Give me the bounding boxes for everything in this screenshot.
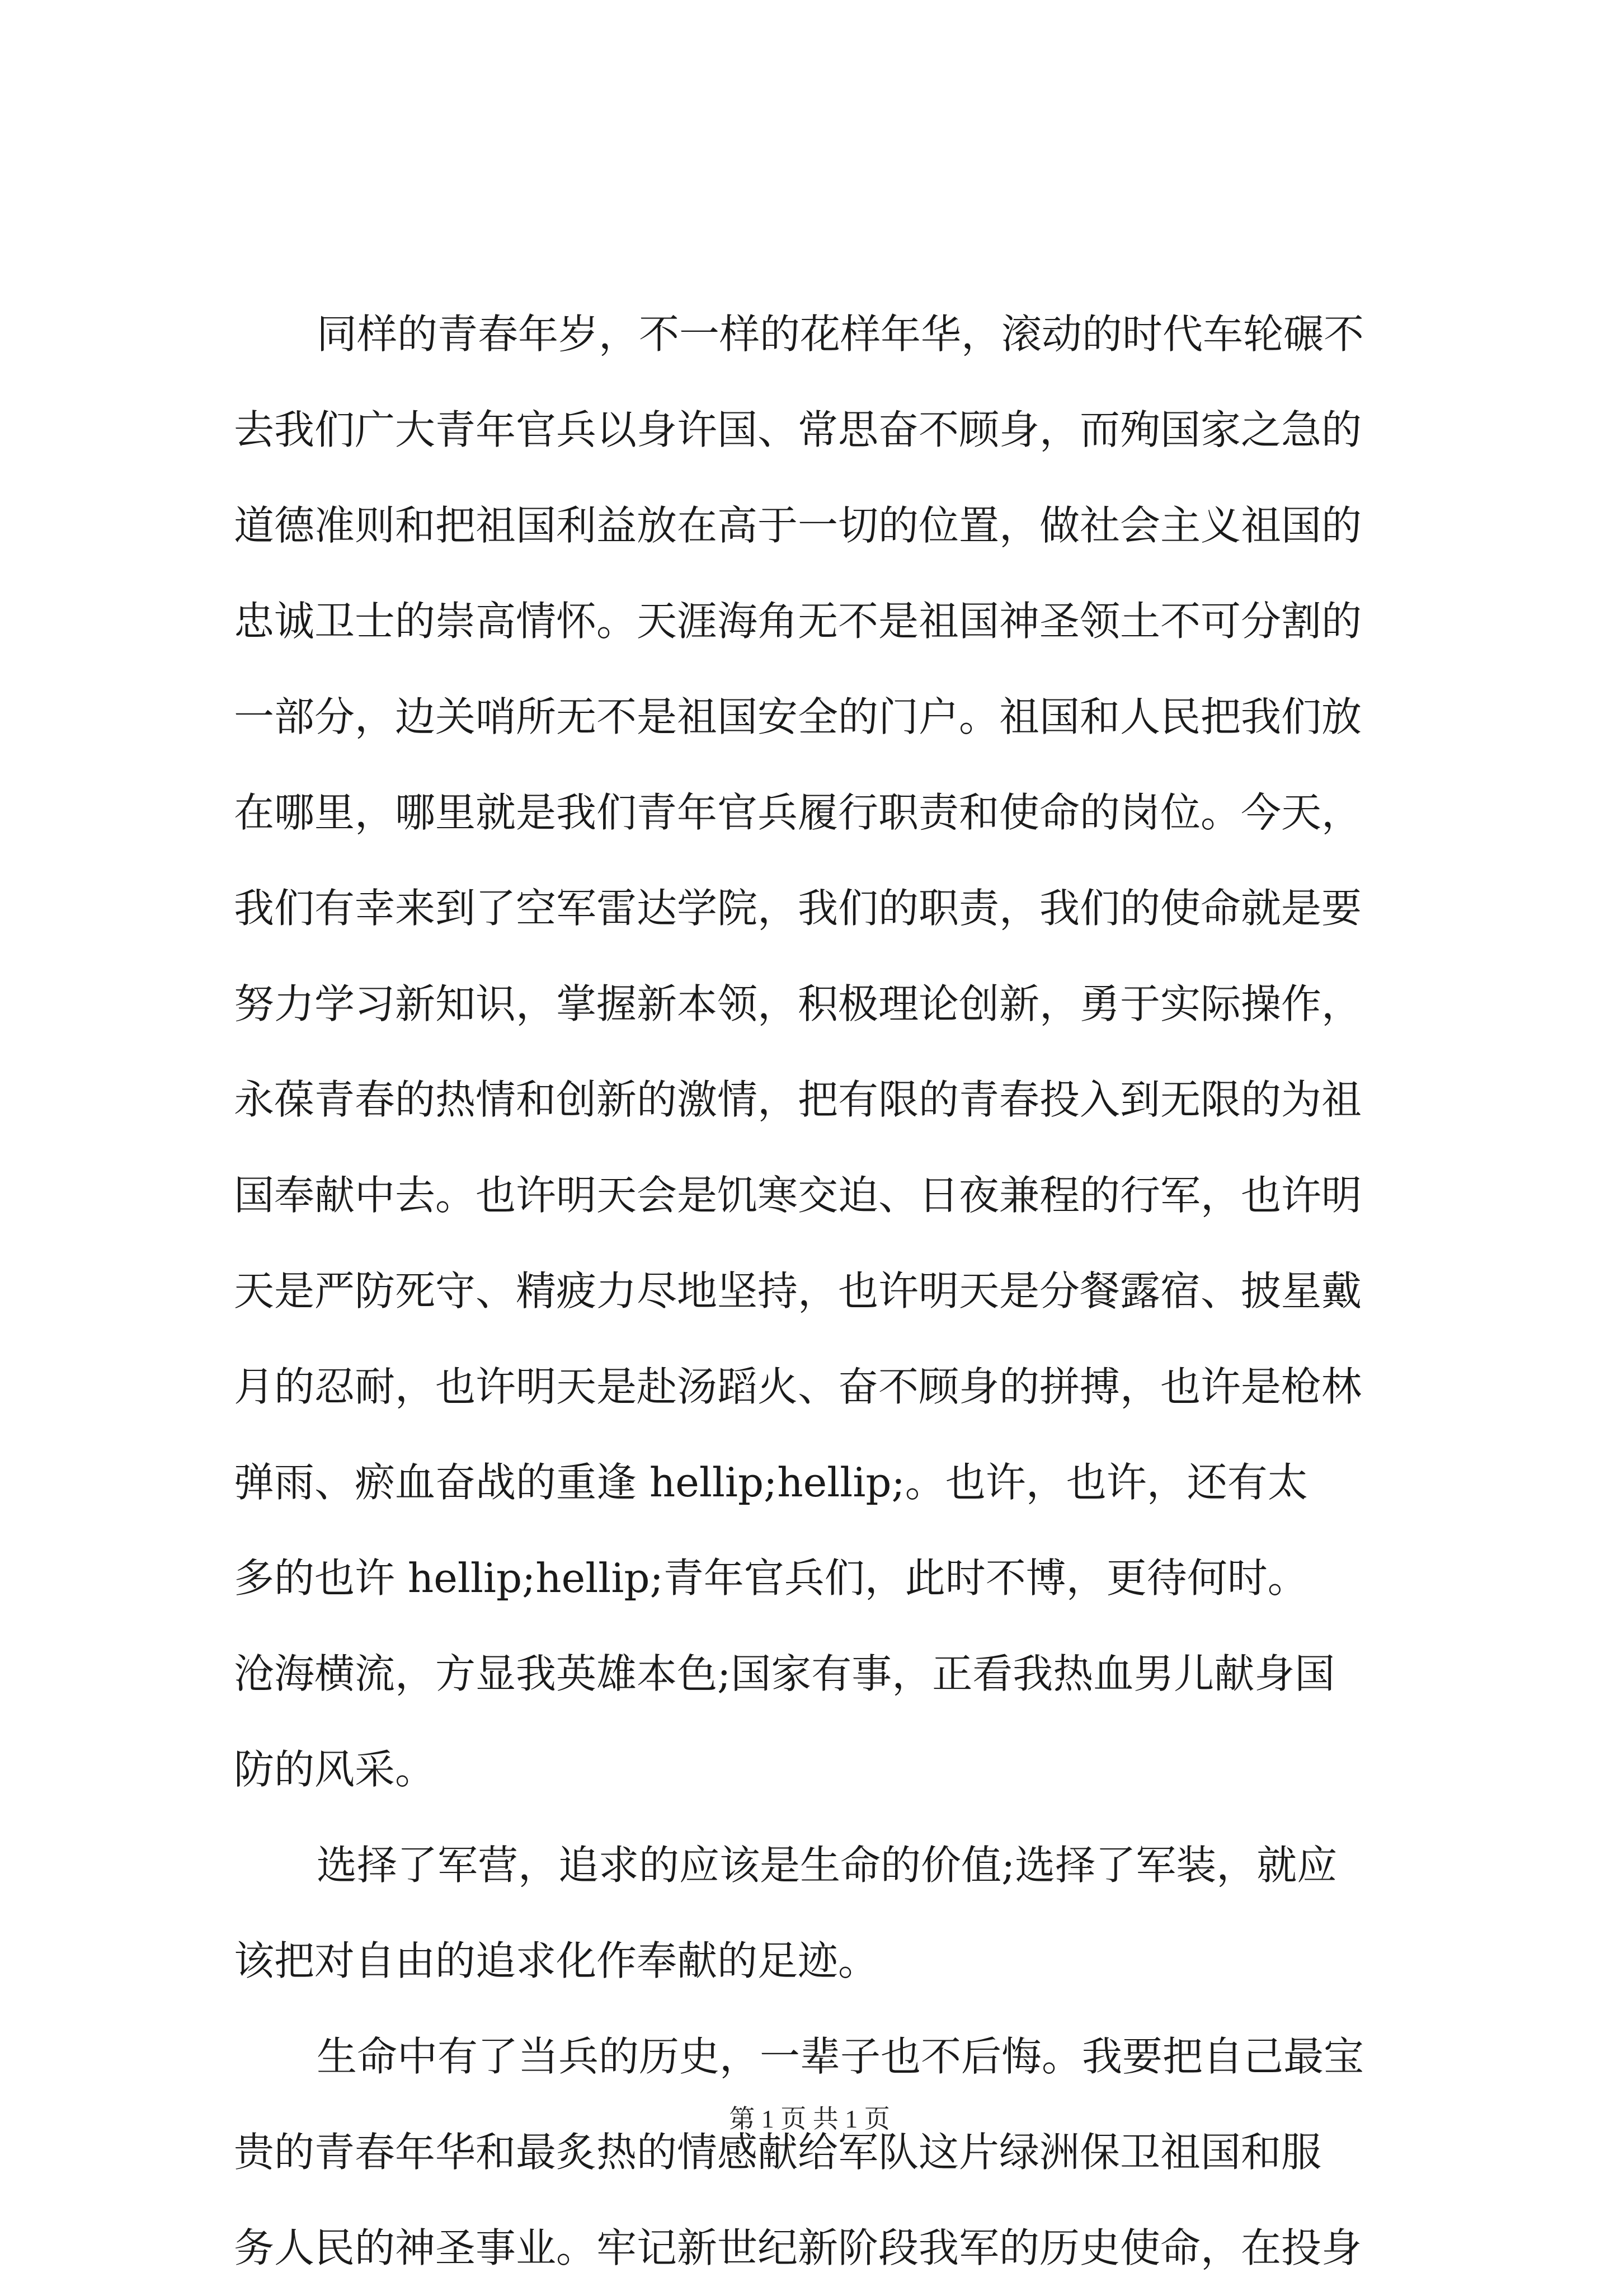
paragraph-1-line: 天是严防死守、精疲力尽地坚持，也许明天是分餐露宿、披星戴 bbox=[234, 1267, 1362, 1314]
paragraph-1-line: 忠诚卫士的崇高情怀。天涯海角无不是祖国神圣领土不可分割的 bbox=[234, 598, 1362, 645]
paragraph-1-line: 在哪里，哪里就是我们青年官兵履行职责和使命的岗位。今天， bbox=[234, 789, 1362, 836]
paragraph-2-line: 该把对自由的追求化作奉献的足迹。 bbox=[234, 1937, 879, 1984]
paragraph-1-line: 去我们广大青年官兵以身许国、常思奋不顾身，而殉国家之急的 bbox=[234, 406, 1362, 453]
page-number-footer: 第 1 页 共 1 页 bbox=[729, 2105, 890, 2133]
paragraph-1-line: 沧海横流，方显我英雄本色;国家有事，正看我热血男儿献身国 bbox=[234, 1650, 1335, 1697]
paragraph-2-line: 选择了军营，追求的应该是生命的价值;选择了军装，就应 bbox=[317, 1842, 1338, 1889]
paragraph-3-line: 贵的青春年华和最炙热的情感献给军队这片绿洲保卫祖国和服 bbox=[234, 2129, 1322, 2176]
paragraph-1-line: 道德准则和把祖国利益放在高于一切的位置，做社会主义祖国的 bbox=[234, 502, 1362, 549]
body-text bbox=[234, 287, 1414, 2296]
paragraph-3-line: 生命中有了当兵的历史，一辈子也不后悔。我要把自己最宝 bbox=[317, 2033, 1364, 2080]
paragraph-1-line: 防的风采。 bbox=[234, 1746, 436, 1793]
paragraph-1-line: 月的忍耐，也许明天是赴汤蹈火、奋不顾身的拼搏，也许是枪林 bbox=[234, 1363, 1362, 1410]
paragraph-1-line: 多的也许 hellip;hellip;青年官兵们，此时不博，更待何时。 bbox=[234, 1555, 1308, 1602]
paragraph-3-line: 务人民的神圣事业。牢记新世纪新阶段我军的历史使命，在投身 bbox=[234, 2224, 1362, 2271]
paragraph-1-line: 同样的青春年岁，不一样的花样年华，滚动的时代车轮碾不 bbox=[317, 311, 1364, 358]
paragraph-1-line: 一部分，边关哨所无不是祖国安全的门户。祖国和人民把我们放 bbox=[234, 693, 1362, 740]
paragraph-1-line: 弹雨、瘀血奋战的重逢 hellip;hellip;。也许，也许，还有太 bbox=[234, 1459, 1308, 1506]
paragraph-1-line: 永葆青春的热情和创新的激情，把有限的青春投入到无限的为祖 bbox=[234, 1076, 1362, 1123]
paragraph-1-line: 我们有幸来到了空军雷达学院，我们的职责，我们的使命就是要 bbox=[234, 885, 1362, 932]
paragraph-1-line: 国奉献中去。也许明天会是饥寒交迫、日夜兼程的行军，也许明 bbox=[234, 1172, 1362, 1219]
paragraph-1-line: 努力学习新知识，掌握新本领，积极理论创新，勇于实际操作， bbox=[234, 980, 1362, 1027]
